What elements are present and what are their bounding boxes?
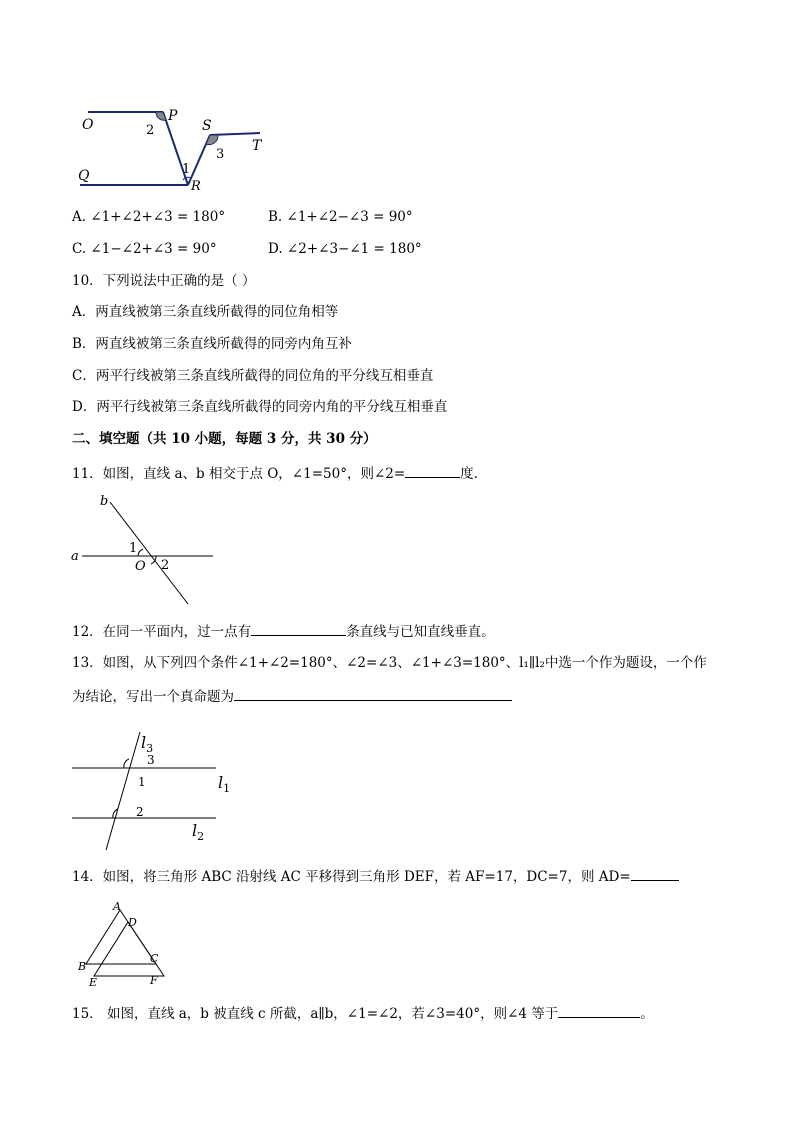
q14-text [72,866,679,886]
q15-answer-blank[interactable] [558,1003,640,1018]
q11-pre: 11．如图，直线 a、b 相交于点 O，∠1=50°，则∠2= [72,466,406,482]
angle-1: 1 [138,775,146,789]
label-C: C [150,952,159,965]
q14-answer-blank[interactable] [631,866,679,881]
label-O: O [82,117,94,133]
label-T: T [252,138,262,154]
angle-3: 3 [147,753,155,767]
q9-option-d: D. ∠2+∠3−∠1 = 180° [268,241,422,257]
section-heading: 二、填空题（共 10 小题，每题 3 分，共 30 分） [72,431,377,447]
angle-2: 2 [136,805,144,819]
q10-stem: 10．下列说法中正确的是（ ） [72,273,256,289]
label-l2: $l_2$ [192,821,205,843]
label-S: S [202,118,212,134]
q9-option-a: A. ∠1+∠2+∠3 = 180° [72,209,226,225]
q9-option-c: C. ∠1−∠2+∠3 = 90° [72,241,217,257]
q12-text [72,621,495,641]
q15-pre: 15． 如图，直线 a，b 被直线 c 所截，a∥b，∠1=∠2，若∠3=40°，则∠4 等于 [72,1006,559,1022]
figure-q14 [76,898,176,990]
q10-option-b: B．两直线被第三条直线所截得的同旁内角互补 [72,336,352,352]
q10-option-a: A．两直线被第三条直线所截得的同位角相等 [72,304,339,320]
q9-option-b: B. ∠1+∠2−∠3 = 90° [268,209,413,225]
label-A: A [113,900,121,913]
angle-2: 2 [161,558,170,573]
q10-option-c: C．两平行线被第三条直线所截得的同位角的平分线互相垂直 [72,368,434,384]
label-P: P [168,108,178,124]
q12-pre: 12．在同一平面内，过一点有 [72,624,252,640]
label-Q: Q [78,168,90,184]
q14-pre: 14．如图，将三角形 ABC 沿射线 AC 平移得到三角形 DEF，若 AF=17，DC=7，则 AD= [72,869,631,885]
q13-line1: 13．如图，从下列四个条件∠1+∠2=180°、∠2=∠3、∠1+∠3=180°、l₁∥l₂中选一个作为题设，一个作 [72,655,707,671]
q10-option-d: D．两平行线被第三条直线所截得的同旁内角的平分线互相垂直 [72,399,448,415]
angle-3: 3 [216,147,225,162]
q13-line2 [72,686,512,706]
q11-post: 度. [460,466,478,482]
label-b: b [100,494,109,509]
q15-post: 。 [640,1006,654,1022]
figure-q9 [70,100,270,195]
q11-text [72,463,478,483]
q13-answer-blank[interactable] [234,686,512,701]
angle-1: 1 [182,162,191,177]
label-O: O [135,559,146,574]
figure-q13 [68,728,238,854]
label-R: R [191,179,201,194]
q12-answer-blank[interactable] [251,621,346,636]
q12-post: 条直线与已知直线垂直。 [346,624,495,640]
label-E: E [89,976,98,989]
q13-pre: 为结论，写出一个真命题为 [72,689,234,705]
label-B: B [78,960,87,973]
label-l1: $l_1$ [218,773,231,795]
label-F: F [150,974,158,987]
label-a: a [71,549,79,564]
angle-2: 2 [146,123,155,138]
label-D: D [128,916,137,929]
q15-text [72,1003,654,1023]
figure-q11 [68,490,218,608]
q11-answer-blank[interactable] [405,463,460,478]
label-l3: $l_3$ [141,733,154,755]
angle-1: 1 [129,541,138,556]
